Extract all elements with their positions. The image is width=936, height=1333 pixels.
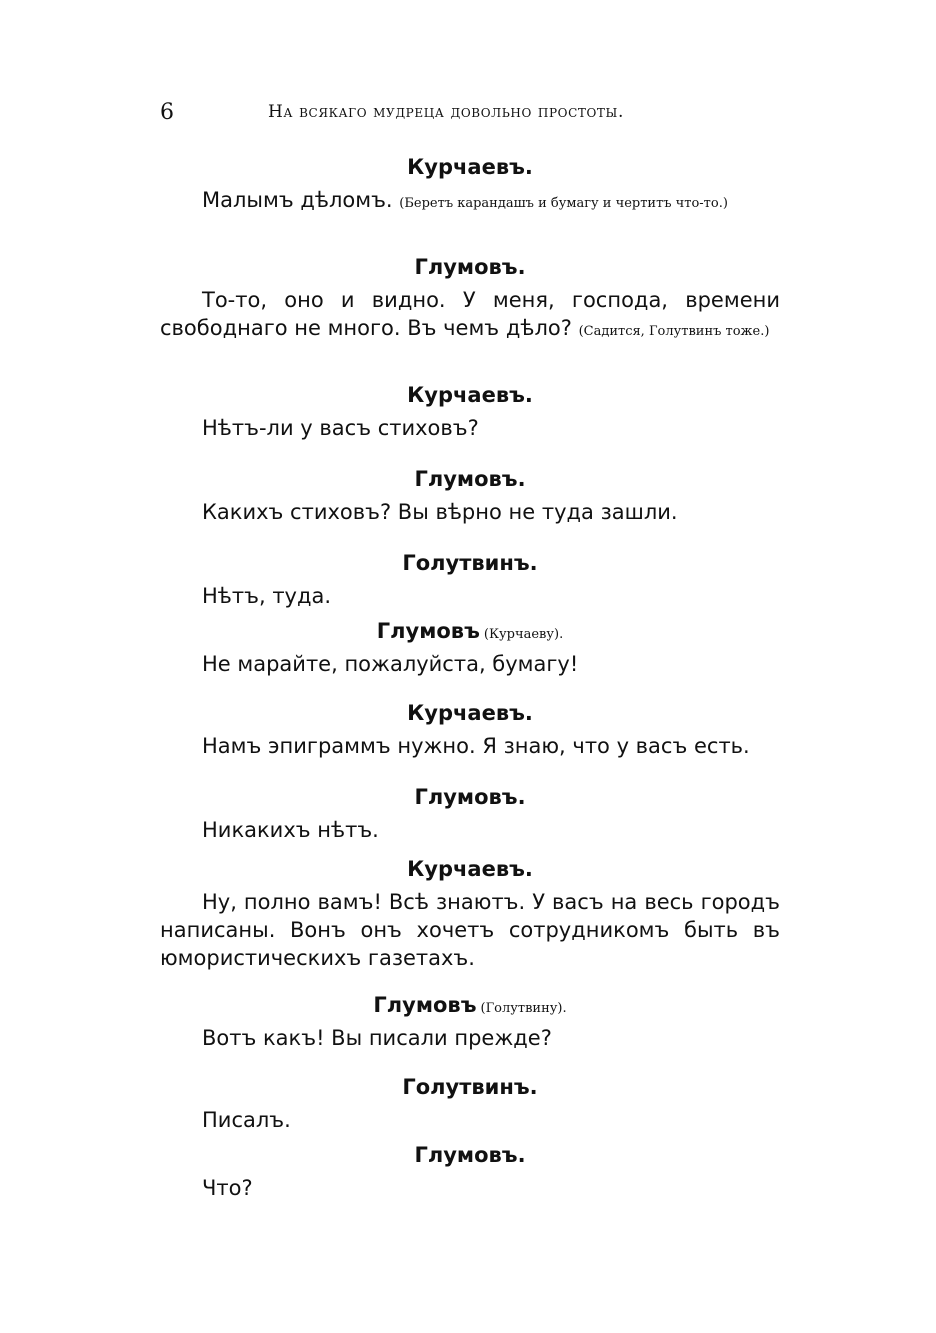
- stage-direction: (Беретъ карандашъ и бумагу и чертитъ что-то.): [399, 196, 728, 211]
- speech-line: Писалъ.: [202, 1108, 291, 1132]
- speech-block: [160, 616, 780, 678]
- speech-block: [160, 252, 780, 346]
- speech-line: То-то, оно и видно. У меня, господа, времени свободнаго не много. Въ чемъ дѣло? (Садится, Голутвинъ тоже.): [160, 288, 780, 340]
- speaker-name: Глумовъ.: [414, 255, 526, 279]
- speech-line: Нѣтъ-ли у васъ стиховъ?: [202, 416, 479, 440]
- speech-block: [160, 152, 780, 218]
- speaker-name: Глумовъ.: [414, 1143, 526, 1167]
- speech-line: Малымъ дѣломъ. (Беретъ карандашъ и бумагу и чертитъ что-то.): [202, 188, 728, 212]
- speech-line: Не марайте, пожалуйста, бумагу!: [202, 652, 579, 676]
- speech-block: [160, 990, 780, 1052]
- stage-direction: (Садится, Голутвинъ тоже.): [578, 324, 770, 339]
- running-title: На всякаго мудреца довольно простоты.: [268, 102, 624, 122]
- speech-block: [160, 1072, 780, 1134]
- stage-direction: (Курчаеву).: [483, 627, 564, 642]
- speech-line: Намъ эпиграммъ нужно. Я знаю, что у васъ есть.: [202, 734, 750, 758]
- speech-line: Вотъ какъ! Вы писали прежде?: [202, 1026, 552, 1050]
- speaker-name: Курчаевъ.: [407, 383, 533, 407]
- speech-block: [160, 698, 780, 760]
- speech-block: [160, 464, 780, 526]
- speech-block: [160, 782, 780, 844]
- speaker-name: Курчаевъ.: [407, 857, 533, 881]
- speech-block: [160, 548, 780, 610]
- speaker-name: Курчаевъ.: [407, 701, 533, 725]
- speech-line: Какихъ стиховъ? Вы вѣрно не туда зашли.: [202, 500, 678, 524]
- page-number: 6: [160, 100, 174, 125]
- speaker-name: Голутвинъ.: [402, 1075, 538, 1099]
- speech-block: [160, 854, 780, 972]
- speech-block: [160, 380, 780, 442]
- speech-line: Что?: [202, 1176, 253, 1200]
- speaker-name: Голутвинъ.: [402, 551, 538, 575]
- speech-line: Никакихъ нѣтъ.: [202, 818, 379, 842]
- speaker-name: Глумовъ (Голутвину).: [373, 993, 567, 1017]
- speaker-name: Курчаевъ.: [407, 155, 533, 179]
- speech-block: [160, 1140, 780, 1202]
- speech-line: Нѣтъ, туда.: [202, 584, 332, 608]
- stage-direction: (Голутвину).: [480, 1001, 567, 1016]
- speech-line: Ну, полно вамъ! Всѣ знаютъ. У васъ на весь городъ написаны. Вонъ онъ хочетъ сотрудникомъ быть въ юмористическихъ газетахъ.: [160, 890, 780, 970]
- speaker-name: Глумовъ.: [414, 467, 526, 491]
- speaker-name: Глумовъ (Курчаеву).: [376, 619, 564, 643]
- page-header: [160, 100, 780, 130]
- speaker-name: Глумовъ.: [414, 785, 526, 809]
